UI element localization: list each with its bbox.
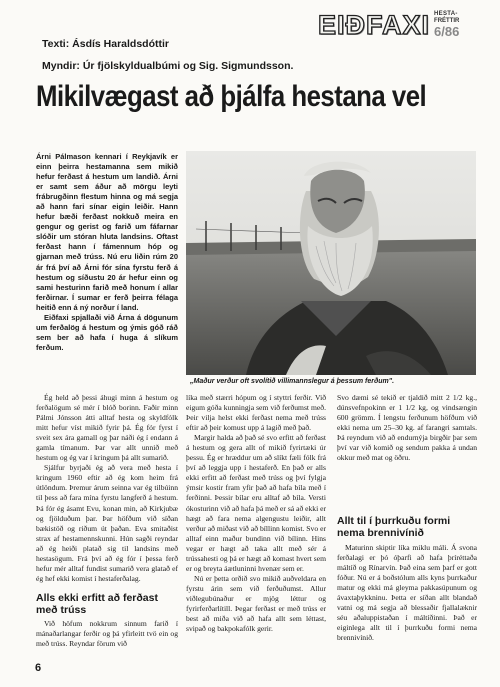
body-paragraph: Nú er þetta orðið svo mikið auðveldara en fyrstu árin sem við ferðuðumst. Allur viðlegubúnaður er mjög léttur og fyrirferðarlítill. Þegar ferðast er með trúss er best að miða við að hafa allt sem léttast, svipað og bakpokafólk gerir. bbox=[186, 573, 326, 634]
masthead-tag-line1: HESTA- bbox=[434, 11, 458, 17]
portrait-photo-image bbox=[186, 151, 476, 375]
text-credit: Texti: Ásdís Haraldsdóttir bbox=[42, 38, 169, 50]
body-paragraph: Maturinn skiptir líka miklu máli. Á svona ferðalagi er þó óþarfi að hafa þríréttaða máltíð og Rínarvín. Það eina sem þarf er gott fóður. Nú er á boðstólum alls kyns þurrkaður matur og ekki má gleyma pakkasúpunum og ávaxtaþykkninu. Þetta er síðan allt blandað vatni og má segja að blessaðir fjallalæknir séu aðaluppistaðan í máltíðinni. Það er eiginlega allt til í þurrkuðu formi nema brennivínið. bbox=[337, 543, 477, 643]
body-paragraph: Svo dæmi sé tekið er tjaldið mitt 2 1/2 kg., dúnsvefnpokinn er 1 1/2 kg, og vindsængin 600 grömm. Í lengstu ferðunum höfðum við ekki nema um 25–30 kg. af farangri samtals. Þá reyndum við að endurnýja birgðir þar sem því var við komið og sendum pakka á undan okkur með mat og öðru. bbox=[337, 393, 477, 463]
body-column-3-continued bbox=[337, 543, 477, 643]
photo-credit: Myndir: Úr fjölskyldualbúmi og Sig. Sigmundsson. bbox=[42, 60, 294, 72]
issue-number: 6/86 bbox=[434, 24, 460, 39]
masthead bbox=[318, 8, 486, 42]
body-paragraph: Margir halda að það sé svo erfitt að ferðast á hestum og gera allt of mikið fyrirtæki úr þessu. Ég er hræddur um að slíkt fæli fólk frá því að leggja upp í hestaferð. En það er alls ekki erfitt að ferðast með trúss og því fylgja ýmsir kostir fram yfir það að hafa bíla með í ferðinni. Þessir bílar eru alltaf að bíla. Versti ókosturinn við að hafa þá með er sá að ekki er hægt að fara nema algengustu leiðir, allt verður að miðast við að bíllinn komist. Svo er alltaf einn maður bundinn við bílinn. Hins vegar er hægt að taka allt með sér á trússahesti og þá er hægt að komast hvert sem er og breyta áætluninni hvenær sem er. bbox=[186, 433, 327, 573]
credits bbox=[42, 33, 293, 77]
body-column-1-continued bbox=[36, 619, 178, 649]
subheading-text: Alls ekki erfitt að ferðast með trúss bbox=[36, 592, 158, 616]
intro-paragraph bbox=[36, 152, 178, 353]
subheading-1 bbox=[36, 592, 178, 616]
masthead-tag bbox=[434, 11, 459, 39]
subheading-2 bbox=[337, 515, 477, 539]
portrait-photo bbox=[186, 151, 476, 375]
subheading-text: Allt til í þurrkuðu formi nema brennivínið bbox=[337, 515, 451, 539]
headline: Mikilvægast að þjálfa hestana vel bbox=[36, 80, 427, 113]
body-paragraph: Ég held að þessi áhugi minn á hestum og ferðalögum sé mér í blóð borinn. Faðir minn Pálmi Jónsson átti alltaf hesta og skyldfólk mitt hefur víst mikið fyrir þá. Ég fór fyrst í sveit sex ára gamall og þar náði ég í endann á gamla tímanum. Þar var allt unnið með hestum og ég var í kringum þá allt sumarið. bbox=[36, 393, 178, 463]
body-column-2 bbox=[186, 393, 326, 634]
body-column-3 bbox=[337, 393, 477, 463]
masthead-tag-line2: FRÉTTIR bbox=[434, 18, 460, 24]
intro-text-1: Árni Pálmason kennari í Reykjavík er einn þeirra hestamanna sem mikið hefur ferðast á hestum um landið. Árni er samt sem áður að mörgu leyti frábrugðinn flestum hinna og má segja að hann fari sínar eigin leiðir. Hann hefur bæði ferðast nokkuð meira en gengur og gerist og farið um fáfarnar slóðir um stóran hluta landsins. Oftast ferðast hann í fámennum hóp og gjarnan með trúss. Nú eru liðin rúm 20 ár frá því að Árni fór sína fyrstu ferð á hestum og síðustu 20 ár hefur einn og sami hesturinn farið með honum í allar ferðirnar. Í sumar er ferð þeirra félaga heitið enn á ný norður í land. bbox=[36, 152, 178, 312]
magazine-logo: EIÐFAXI bbox=[318, 9, 431, 40]
intro-text-2: Eiðfaxi spjallaði við Árna á dögunum um ferðalög á hestum og ýmis góð ráð sem ber að hafa í huga á slíkum ferðum. bbox=[36, 312, 178, 352]
body-column-1 bbox=[36, 393, 178, 584]
body-paragraph: líka með stærri hópum og í styttri ferðir. Við eigum góða kunningja sem við ferðumst með. Þeir vilja helst ekki ferðast nema með trúss eftir að þeir komust upp á lagið með það. bbox=[186, 393, 326, 433]
page-number: 6 bbox=[35, 662, 42, 674]
photo-caption: „Maður verður oft svolítið villimannslegur á þessum ferðum". bbox=[190, 378, 395, 385]
body-paragraph: Sjálfur byrjaði ég að vera með hesta í kringum 1960 eftir að ég kom heim frá útlöndum. Þremur árum seinna var ég tilbúinn til þess að fara mína fyrstu langferð á hestum. Þá fór ég ásamt Evu, konan min, að Kirkjubæ og fjölduðum þar. Þar höfðum við síðan bækistöð og riðum út þaðan. Eva smitaðist strax af hestamennskunni. Hún sagði reyndar að ég heiði platað sig til landsins með hestasögum. Frá því að ég fór í þessa ferð hefur mér alltaf fundist sumarið vera glatað ef ég hef ekki komist í hestaferðalag. bbox=[36, 463, 178, 583]
body-paragraph: Við höfum nokkrum sinnum farið í mánaðarlangar ferðir og þá yfirleitt tvö ein og með trúss. Reyndar förum við bbox=[36, 619, 178, 649]
